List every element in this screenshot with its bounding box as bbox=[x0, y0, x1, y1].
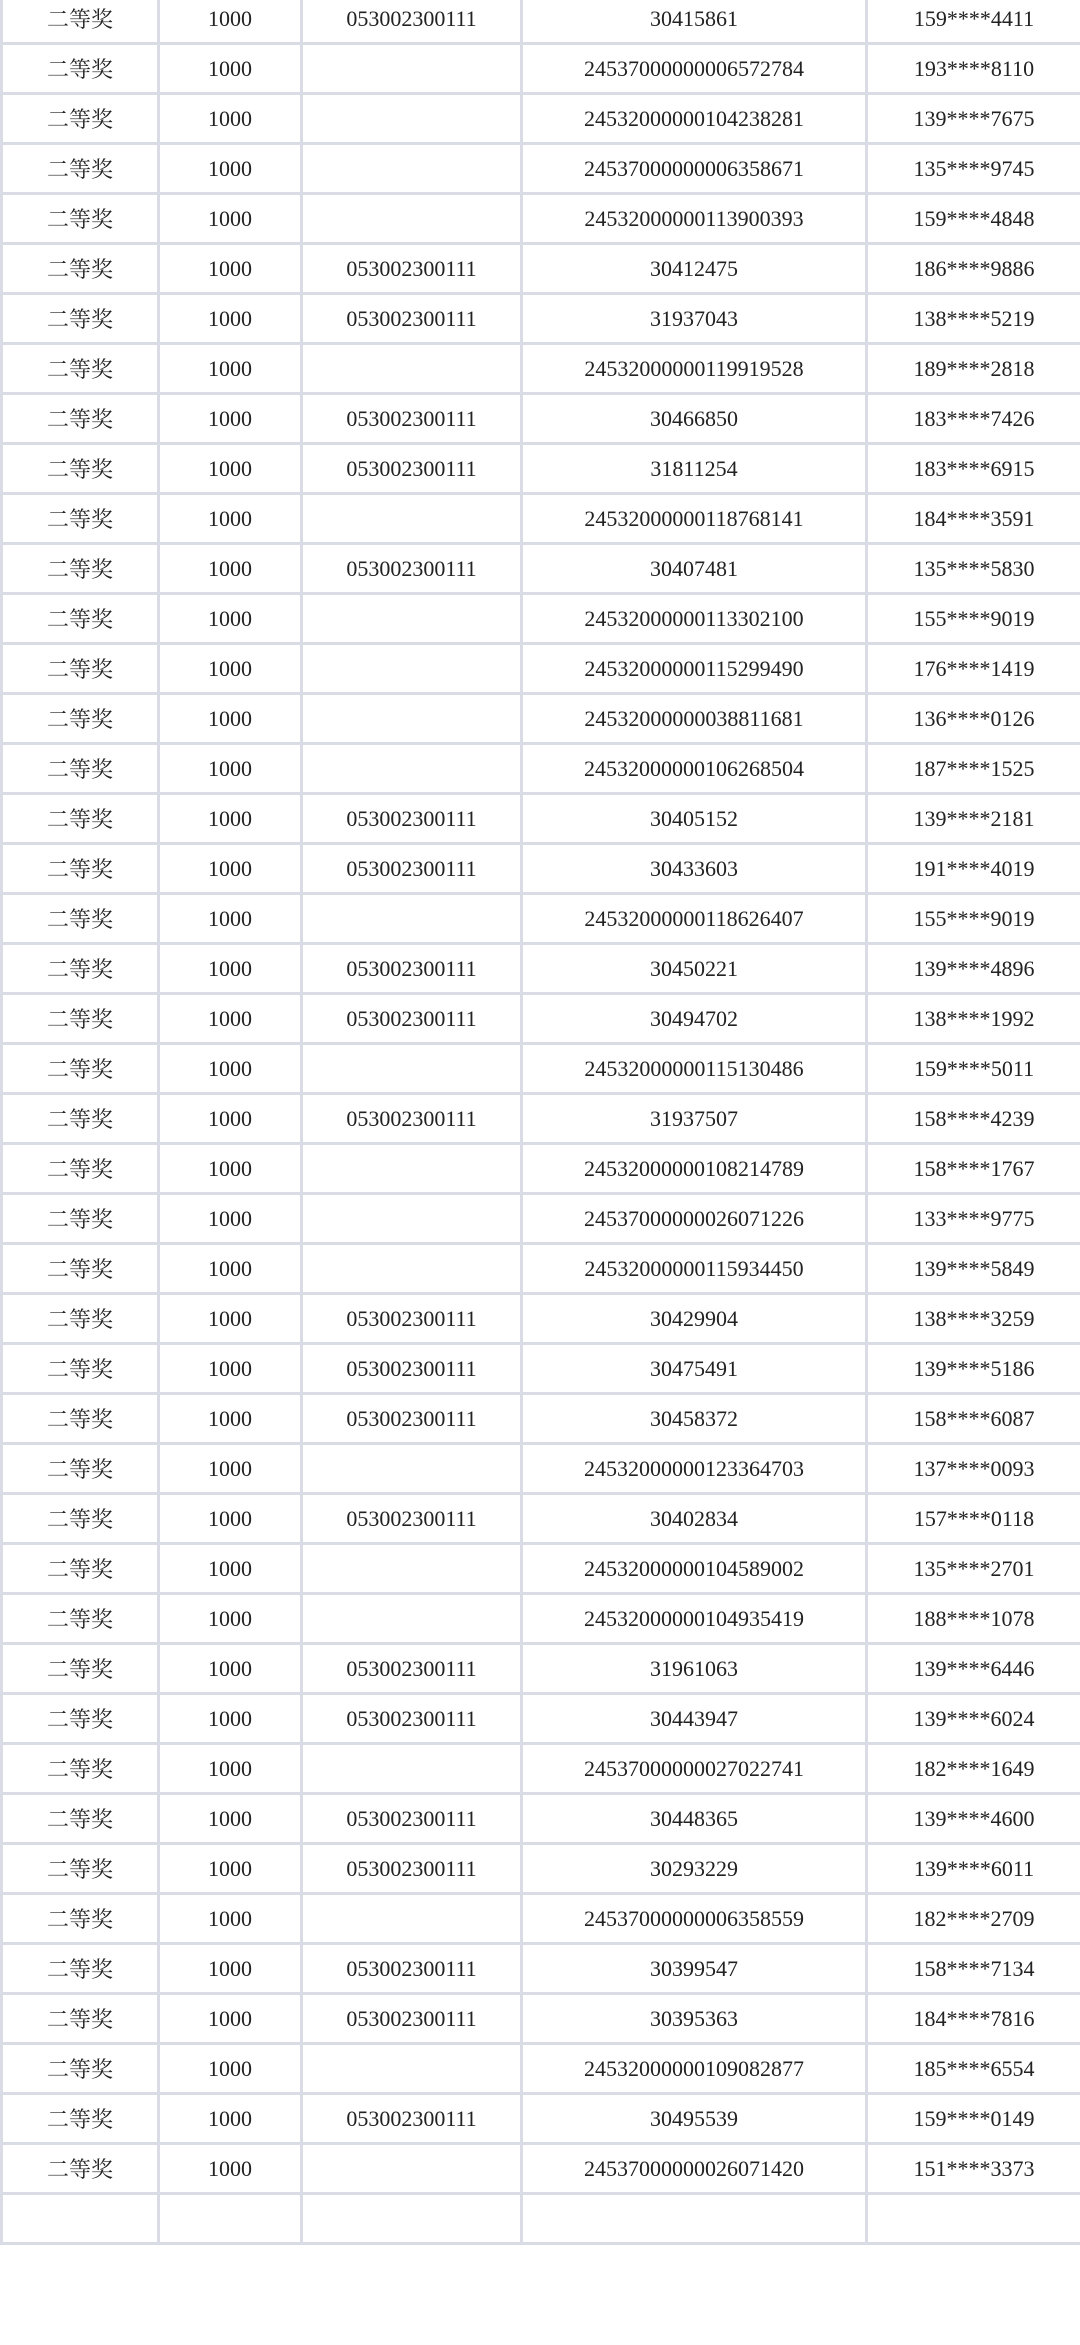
account-code-cell bbox=[302, 194, 522, 244]
ticket-number-cell: 30395363 bbox=[522, 1994, 867, 2044]
prize-level-cell: 二等奖 bbox=[2, 2094, 159, 2144]
account-code-cell bbox=[302, 1194, 522, 1244]
prize-amount-cell: 1000 bbox=[159, 1744, 302, 1794]
account-code-cell bbox=[302, 1594, 522, 1644]
prize-level-cell: 二等奖 bbox=[2, 1894, 159, 1944]
table-row bbox=[2, 294, 1080, 344]
table-row bbox=[2, 94, 1080, 144]
prize-amount-cell bbox=[159, 2194, 302, 2244]
prize-level-cell: 二等奖 bbox=[2, 994, 159, 1044]
prize-amount-cell: 1000 bbox=[159, 1844, 302, 1894]
phone-number-cell: 139****5849 bbox=[867, 1244, 1080, 1294]
ticket-number-cell: 30443947 bbox=[522, 1694, 867, 1744]
account-code-cell bbox=[302, 744, 522, 794]
table-row bbox=[2, 694, 1080, 744]
ticket-number-cell: 30402834 bbox=[522, 1494, 867, 1544]
ticket-number-cell: 24532000000108214789 bbox=[522, 1144, 867, 1194]
prize-amount-cell: 1000 bbox=[159, 1344, 302, 1394]
prize-amount-cell: 1000 bbox=[159, 644, 302, 694]
ticket-number-cell: 31937043 bbox=[522, 294, 867, 344]
ticket-number-cell bbox=[522, 2194, 867, 2244]
table-row bbox=[2, 794, 1080, 844]
prize-level-cell: 二等奖 bbox=[2, 2044, 159, 2094]
account-code-cell bbox=[302, 94, 522, 144]
ticket-number-cell: 24532000000113900393 bbox=[522, 194, 867, 244]
table-row bbox=[2, 744, 1080, 794]
account-code-cell bbox=[302, 144, 522, 194]
table-row bbox=[2, 1744, 1080, 1794]
prize-amount-cell: 1000 bbox=[159, 994, 302, 1044]
prize-level-cell: 二等奖 bbox=[2, 1144, 159, 1194]
phone-number-cell: 138****3259 bbox=[867, 1294, 1080, 1344]
table-row bbox=[2, 344, 1080, 394]
phone-number-cell: 139****4896 bbox=[867, 944, 1080, 994]
phone-number-cell: 139****7675 bbox=[867, 94, 1080, 144]
phone-number-cell: 136****0126 bbox=[867, 694, 1080, 744]
phone-number-cell: 135****9745 bbox=[867, 144, 1080, 194]
prize-amount-cell: 1000 bbox=[159, 1544, 302, 1594]
account-code-cell: 053002300111 bbox=[302, 2094, 522, 2144]
phone-number-cell: 158****1767 bbox=[867, 1144, 1080, 1194]
ticket-number-cell: 30448365 bbox=[522, 1794, 867, 1844]
ticket-number-cell: 24532000000115299490 bbox=[522, 644, 867, 694]
prize-level-cell: 二等奖 bbox=[2, 344, 159, 394]
prize-amount-cell: 1000 bbox=[159, 144, 302, 194]
ticket-number-cell: 24537000000026071420 bbox=[522, 2144, 867, 2194]
table-row bbox=[2, 394, 1080, 444]
phone-number-cell: 158****7134 bbox=[867, 1944, 1080, 1994]
prize-level-cell: 二等奖 bbox=[2, 1994, 159, 2044]
account-code-cell: 053002300111 bbox=[302, 544, 522, 594]
prize-amount-cell: 1000 bbox=[159, 0, 302, 44]
account-code-cell: 053002300111 bbox=[302, 394, 522, 444]
prize-level-cell: 二等奖 bbox=[2, 1744, 159, 1794]
prize-amount-cell: 1000 bbox=[159, 1194, 302, 1244]
table-row bbox=[2, 2094, 1080, 2144]
prize-amount-cell: 1000 bbox=[159, 94, 302, 144]
phone-number-cell: 158****6087 bbox=[867, 1394, 1080, 1444]
table-row bbox=[2, 194, 1080, 244]
account-code-cell: 053002300111 bbox=[302, 1944, 522, 1994]
prize-amount-cell: 1000 bbox=[159, 1694, 302, 1744]
prize-level-cell: 二等奖 bbox=[2, 1494, 159, 1544]
prize-amount-cell: 1000 bbox=[159, 394, 302, 444]
phone-number-cell: 193****8110 bbox=[867, 44, 1080, 94]
phone-number-cell: 184****3591 bbox=[867, 494, 1080, 544]
table-row bbox=[2, 1694, 1080, 1744]
table-row bbox=[2, 2044, 1080, 2094]
phone-number-cell: 138****5219 bbox=[867, 294, 1080, 344]
table-row bbox=[2, 1044, 1080, 1094]
table-row bbox=[2, 1494, 1080, 1544]
table-row bbox=[2, 844, 1080, 894]
table-row bbox=[2, 1594, 1080, 1644]
account-code-cell: 053002300111 bbox=[302, 1844, 522, 1894]
phone-number-cell: 187****1525 bbox=[867, 744, 1080, 794]
table-row bbox=[2, 1544, 1080, 1594]
ticket-number-cell: 24537000000026071226 bbox=[522, 1194, 867, 1244]
prize-level-cell: 二等奖 bbox=[2, 0, 159, 44]
ticket-number-cell: 24532000000115130486 bbox=[522, 1044, 867, 1094]
prize-amount-cell: 1000 bbox=[159, 1944, 302, 1994]
phone-number-cell: 182****1649 bbox=[867, 1744, 1080, 1794]
table-row bbox=[2, 1344, 1080, 1394]
table-row bbox=[2, 1144, 1080, 1194]
ticket-number-cell: 24532000000104238281 bbox=[522, 94, 867, 144]
ticket-number-cell: 30433603 bbox=[522, 844, 867, 894]
prize-level-cell: 二等奖 bbox=[2, 1544, 159, 1594]
prize-amount-cell: 1000 bbox=[159, 294, 302, 344]
prize-amount-cell: 1000 bbox=[159, 1494, 302, 1544]
table-row bbox=[2, 1394, 1080, 1444]
prize-amount-cell: 1000 bbox=[159, 844, 302, 894]
account-code-cell: 053002300111 bbox=[302, 1394, 522, 1444]
phone-number-cell: 137****0093 bbox=[867, 1444, 1080, 1494]
table-row bbox=[2, 544, 1080, 594]
account-code-cell bbox=[302, 1144, 522, 1194]
prize-amount-cell: 1000 bbox=[159, 1594, 302, 1644]
prize-level-cell: 二等奖 bbox=[2, 244, 159, 294]
table-row bbox=[2, 244, 1080, 294]
table-row bbox=[2, 644, 1080, 694]
phone-number-cell: 159****0149 bbox=[867, 2094, 1080, 2144]
ticket-number-cell: 31811254 bbox=[522, 444, 867, 494]
account-code-cell: 053002300111 bbox=[302, 1344, 522, 1394]
ticket-number-cell: 30405152 bbox=[522, 794, 867, 844]
ticket-number-cell: 24537000000006358559 bbox=[522, 1894, 867, 1944]
account-code-cell bbox=[302, 694, 522, 744]
prize-amount-cell: 1000 bbox=[159, 1144, 302, 1194]
ticket-number-cell: 30466850 bbox=[522, 394, 867, 444]
prize-amount-cell: 1000 bbox=[159, 194, 302, 244]
prize-amount-cell: 1000 bbox=[159, 444, 302, 494]
table-body bbox=[2, 0, 1080, 2244]
phone-number-cell: 159****5011 bbox=[867, 1044, 1080, 1094]
prize-level-cell: 二等奖 bbox=[2, 1844, 159, 1894]
table-row bbox=[2, 2194, 1080, 2244]
phone-number-cell: 159****4848 bbox=[867, 194, 1080, 244]
prize-level-cell bbox=[2, 2194, 159, 2244]
ticket-number-cell: 30495539 bbox=[522, 2094, 867, 2144]
prize-level-cell: 二等奖 bbox=[2, 544, 159, 594]
ticket-number-cell: 24537000000006358671 bbox=[522, 144, 867, 194]
ticket-number-cell: 24537000000006572784 bbox=[522, 44, 867, 94]
phone-number-cell: 183****7426 bbox=[867, 394, 1080, 444]
ticket-number-cell: 30415861 bbox=[522, 0, 867, 44]
table-row bbox=[2, 1944, 1080, 1994]
account-code-cell: 053002300111 bbox=[302, 844, 522, 894]
account-code-cell bbox=[302, 1444, 522, 1494]
phone-number-cell: 139****4600 bbox=[867, 1794, 1080, 1844]
prize-amount-cell: 1000 bbox=[159, 544, 302, 594]
prize-amount-cell: 1000 bbox=[159, 894, 302, 944]
table-row bbox=[2, 494, 1080, 544]
ticket-number-cell: 30429904 bbox=[522, 1294, 867, 1344]
phone-number-cell: 183****6915 bbox=[867, 444, 1080, 494]
account-code-cell bbox=[302, 344, 522, 394]
phone-number-cell: 151****3373 bbox=[867, 2144, 1080, 2194]
table-row bbox=[2, 0, 1080, 44]
account-code-cell: 053002300111 bbox=[302, 0, 522, 44]
prize-amount-cell: 1000 bbox=[159, 44, 302, 94]
table-row bbox=[2, 944, 1080, 994]
ticket-number-cell: 30458372 bbox=[522, 1394, 867, 1444]
phone-number-cell: 182****2709 bbox=[867, 1894, 1080, 1944]
prize-level-cell: 二等奖 bbox=[2, 1944, 159, 1994]
phone-number-cell: 155****9019 bbox=[867, 894, 1080, 944]
ticket-number-cell: 24532000000038811681 bbox=[522, 694, 867, 744]
table-row bbox=[2, 144, 1080, 194]
prize-level-cell: 二等奖 bbox=[2, 144, 159, 194]
prize-level-cell: 二等奖 bbox=[2, 944, 159, 994]
prize-level-cell: 二等奖 bbox=[2, 1444, 159, 1494]
prize-level-cell: 二等奖 bbox=[2, 594, 159, 644]
prize-amount-cell: 1000 bbox=[159, 1444, 302, 1494]
prize-amount-cell: 1000 bbox=[159, 1044, 302, 1094]
account-code-cell: 053002300111 bbox=[302, 1644, 522, 1694]
prize-amount-cell: 1000 bbox=[159, 1244, 302, 1294]
account-code-cell: 053002300111 bbox=[302, 794, 522, 844]
ticket-number-cell: 30399547 bbox=[522, 1944, 867, 1994]
table-row bbox=[2, 444, 1080, 494]
prize-level-cell: 二等奖 bbox=[2, 444, 159, 494]
phone-number-cell: 155****9019 bbox=[867, 594, 1080, 644]
prize-level-cell: 二等奖 bbox=[2, 1694, 159, 1744]
phone-number-cell: 186****9886 bbox=[867, 244, 1080, 294]
prize-level-cell: 二等奖 bbox=[2, 694, 159, 744]
prize-level-cell: 二等奖 bbox=[2, 2144, 159, 2194]
prize-level-cell: 二等奖 bbox=[2, 1594, 159, 1644]
phone-number-cell: 188****1078 bbox=[867, 1594, 1080, 1644]
ticket-number-cell: 24532000000123364703 bbox=[522, 1444, 867, 1494]
phone-number-cell: 135****5830 bbox=[867, 544, 1080, 594]
ticket-number-cell: 24532000000113302100 bbox=[522, 594, 867, 644]
prize-level-cell: 二等奖 bbox=[2, 294, 159, 344]
prize-amount-cell: 1000 bbox=[159, 1094, 302, 1144]
prize-amount-cell: 1000 bbox=[159, 744, 302, 794]
account-code-cell bbox=[302, 1044, 522, 1094]
account-code-cell: 053002300111 bbox=[302, 444, 522, 494]
ticket-number-cell: 30412475 bbox=[522, 244, 867, 294]
account-code-cell bbox=[302, 1544, 522, 1594]
account-code-cell: 053002300111 bbox=[302, 1694, 522, 1744]
account-code-cell bbox=[302, 1244, 522, 1294]
account-code-cell: 053002300111 bbox=[302, 244, 522, 294]
ticket-number-cell: 24532000000104935419 bbox=[522, 1594, 867, 1644]
ticket-number-cell: 24532000000109082877 bbox=[522, 2044, 867, 2094]
table-row bbox=[2, 1894, 1080, 1944]
prize-level-cell: 二等奖 bbox=[2, 1094, 159, 1144]
account-code-cell bbox=[302, 494, 522, 544]
prize-level-cell: 二等奖 bbox=[2, 894, 159, 944]
phone-number-cell: 158****4239 bbox=[867, 1094, 1080, 1144]
prize-level-cell: 二等奖 bbox=[2, 1344, 159, 1394]
ticket-number-cell: 24537000000027022741 bbox=[522, 1744, 867, 1794]
table-row bbox=[2, 994, 1080, 1044]
prize-amount-cell: 1000 bbox=[159, 244, 302, 294]
prize-level-cell: 二等奖 bbox=[2, 194, 159, 244]
table-row bbox=[2, 1644, 1080, 1694]
prize-level-cell: 二等奖 bbox=[2, 494, 159, 544]
table-row bbox=[2, 1844, 1080, 1894]
ticket-number-cell: 24532000000118626407 bbox=[522, 894, 867, 944]
account-code-cell: 053002300111 bbox=[302, 1494, 522, 1544]
prize-amount-cell: 1000 bbox=[159, 594, 302, 644]
ticket-number-cell: 24532000000106268504 bbox=[522, 744, 867, 794]
prize-level-cell: 二等奖 bbox=[2, 1644, 159, 1694]
account-code-cell bbox=[302, 2144, 522, 2194]
table-row bbox=[2, 1244, 1080, 1294]
prize-level-cell: 二等奖 bbox=[2, 744, 159, 794]
prize-level-cell: 二等奖 bbox=[2, 1194, 159, 1244]
phone-number-cell: 191****4019 bbox=[867, 844, 1080, 894]
table-row bbox=[2, 1094, 1080, 1144]
prize-amount-cell: 1000 bbox=[159, 1894, 302, 1944]
prize-level-cell: 二等奖 bbox=[2, 1244, 159, 1294]
account-code-cell: 053002300111 bbox=[302, 1994, 522, 2044]
phone-number-cell: 139****6024 bbox=[867, 1694, 1080, 1744]
table-row bbox=[2, 594, 1080, 644]
account-code-cell: 053002300111 bbox=[302, 994, 522, 1044]
account-code-cell bbox=[302, 2044, 522, 2094]
account-code-cell bbox=[302, 894, 522, 944]
phone-number-cell: 184****7816 bbox=[867, 1994, 1080, 2044]
table-row bbox=[2, 1444, 1080, 1494]
phone-number-cell: 133****9775 bbox=[867, 1194, 1080, 1244]
phone-number-cell: 139****2181 bbox=[867, 794, 1080, 844]
phone-number-cell: 157****0118 bbox=[867, 1494, 1080, 1544]
prize-amount-cell: 1000 bbox=[159, 2044, 302, 2094]
prize-level-cell: 二等奖 bbox=[2, 794, 159, 844]
account-code-cell bbox=[302, 2194, 522, 2244]
prize-level-cell: 二等奖 bbox=[2, 1294, 159, 1344]
phone-number-cell: 139****6446 bbox=[867, 1644, 1080, 1694]
account-code-cell: 053002300111 bbox=[302, 1094, 522, 1144]
prize-level-cell: 二等奖 bbox=[2, 1794, 159, 1844]
ticket-number-cell: 30407481 bbox=[522, 544, 867, 594]
ticket-number-cell: 24532000000115934450 bbox=[522, 1244, 867, 1294]
phone-number-cell: 135****2701 bbox=[867, 1544, 1080, 1594]
prize-amount-cell: 1000 bbox=[159, 1644, 302, 1694]
ticket-number-cell: 30293229 bbox=[522, 1844, 867, 1894]
prize-amount-cell: 1000 bbox=[159, 944, 302, 994]
table-row bbox=[2, 44, 1080, 94]
prize-level-cell: 二等奖 bbox=[2, 1394, 159, 1444]
prize-level-cell: 二等奖 bbox=[2, 1044, 159, 1094]
phone-number-cell: 159****4411 bbox=[867, 0, 1080, 44]
prize-amount-cell: 1000 bbox=[159, 2094, 302, 2144]
prize-amount-cell: 1000 bbox=[159, 694, 302, 744]
account-code-cell bbox=[302, 1894, 522, 1944]
prize-level-cell: 二等奖 bbox=[2, 844, 159, 894]
table-row bbox=[2, 2144, 1080, 2194]
table-row bbox=[2, 1194, 1080, 1244]
phone-number-cell: 138****1992 bbox=[867, 994, 1080, 1044]
ticket-number-cell: 30475491 bbox=[522, 1344, 867, 1394]
table-row bbox=[2, 894, 1080, 944]
ticket-number-cell: 24532000000119919528 bbox=[522, 344, 867, 394]
prize-amount-cell: 1000 bbox=[159, 2144, 302, 2194]
prize-level-cell: 二等奖 bbox=[2, 44, 159, 94]
account-code-cell bbox=[302, 44, 522, 94]
phone-number-cell: 189****2818 bbox=[867, 344, 1080, 394]
prize-level-cell: 二等奖 bbox=[2, 94, 159, 144]
ticket-number-cell: 31961063 bbox=[522, 1644, 867, 1694]
prize-level-cell: 二等奖 bbox=[2, 644, 159, 694]
table-row bbox=[2, 1994, 1080, 2044]
phone-number-cell bbox=[867, 2194, 1080, 2244]
phone-number-cell: 176****1419 bbox=[867, 644, 1080, 694]
account-code-cell bbox=[302, 1744, 522, 1794]
prize-amount-cell: 1000 bbox=[159, 344, 302, 394]
ticket-number-cell: 24532000000104589002 bbox=[522, 1544, 867, 1594]
account-code-cell: 053002300111 bbox=[302, 1794, 522, 1844]
account-code-cell: 053002300111 bbox=[302, 944, 522, 994]
phone-number-cell: 139****5186 bbox=[867, 1344, 1080, 1394]
account-code-cell bbox=[302, 644, 522, 694]
table-row bbox=[2, 1294, 1080, 1344]
prize-amount-cell: 1000 bbox=[159, 794, 302, 844]
ticket-number-cell: 30450221 bbox=[522, 944, 867, 994]
phone-number-cell: 139****6011 bbox=[867, 1844, 1080, 1894]
prize-amount-cell: 1000 bbox=[159, 1994, 302, 2044]
prize-level-cell: 二等奖 bbox=[2, 394, 159, 444]
account-code-cell: 053002300111 bbox=[302, 1294, 522, 1344]
ticket-number-cell: 24532000000118768141 bbox=[522, 494, 867, 544]
table-row bbox=[2, 1794, 1080, 1844]
phone-number-cell: 185****6554 bbox=[867, 2044, 1080, 2094]
prize-amount-cell: 1000 bbox=[159, 1794, 302, 1844]
prize-amount-cell: 1000 bbox=[159, 494, 302, 544]
ticket-number-cell: 31937507 bbox=[522, 1094, 867, 1144]
prize-amount-cell: 1000 bbox=[159, 1294, 302, 1344]
prize-amount-cell: 1000 bbox=[159, 1394, 302, 1444]
ticket-number-cell: 30494702 bbox=[522, 994, 867, 1044]
account-code-cell bbox=[302, 594, 522, 644]
account-code-cell: 053002300111 bbox=[302, 294, 522, 344]
